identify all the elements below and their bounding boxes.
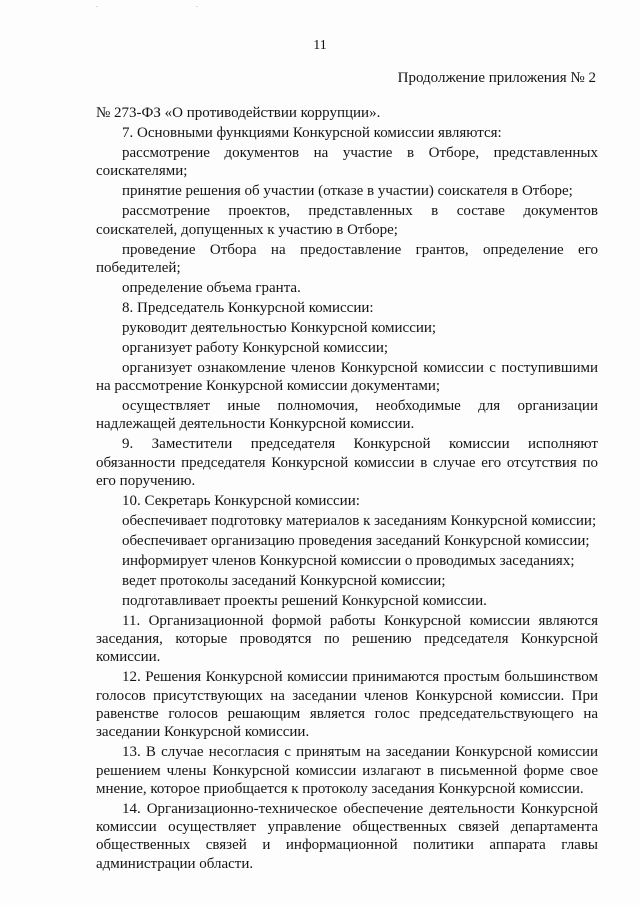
paragraph-8-heading: 8. Председатель Конкурсной комиссии: xyxy=(122,299,374,316)
paragraph-13: 13. В случае несогласия с принятым на заседании Конкурсной комиссии решением члены Конкурсной комиссии излагают в письменной форме свое мнение, которое приобщается к протоколу заседания Конкурсной комиссии. xyxy=(96,744,598,797)
paragraph-10-item: обеспечивает организацию проведения заседаний Конкурсной комиссии; xyxy=(122,532,590,549)
paragraph-8-item: организует ознакомление членов Конкурсной комиссии с поступившими на рассмотрение Конкурсной комиссии документами; xyxy=(96,359,598,395)
appendix-continuation-note: Продолжение приложения № 2 xyxy=(397,70,596,86)
paragraph-7-item: проведение Отбора на предоставление грантов, определение его победителей; xyxy=(96,241,598,276)
paragraph-8-item: организует работу Конкурсной комиссии; xyxy=(122,339,389,356)
paragraph-9: 9. Заместители председателя Конкурсной комиссии исполняют обязанности председателя Конкурсной комиссии в случае его отсутствия по его поручению. xyxy=(96,436,598,489)
paragraph-10-heading: 10. Секретарь Конкурсной комиссии: xyxy=(122,492,360,509)
paragraph-10-item: подготавливает проекты решений Конкурсной комиссии. xyxy=(122,592,487,609)
paragraph-12: 12. Решения Конкурсной комиссии принимаются простым большинством голосов присутствующих на заседании членов Конкурсной комиссии. При равенстве голосов решающим является голос председательствующего на заседании Конкурсной комиссии. xyxy=(96,669,598,741)
document-body xyxy=(96,104,598,875)
paragraph-8-item: осуществляет иные полномочия, необходимые для организации надлежащей деятельности Конкурсной комиссии. xyxy=(96,398,598,433)
paragraph-10-item: информирует членов Конкурсной комиссии о проводимых заседаниях; xyxy=(122,552,575,569)
scan-artifact xyxy=(96,6,98,7)
paragraph-7-item: рассмотрение проектов, представленных в составе документов соискателей, допущенных к участию в Отборе; xyxy=(96,203,598,238)
paragraph-7-item: определение объема гранта. xyxy=(122,279,301,296)
paragraph-7-item: принятие решения об участии (отказе в участии) соискателя в Отборе; xyxy=(122,183,573,200)
paragraph-7-item: рассмотрение документов на участие в Отборе, представленных соискателями; xyxy=(96,144,598,180)
page-number: 11 xyxy=(313,38,327,53)
paragraph-7-heading: 7. Основными функциями Конкурсной комиссии являются: xyxy=(122,124,502,141)
scan-artifact xyxy=(196,6,198,7)
paragraph-11: 11. Организационной формой работы Конкурсной комиссии являются заседания, которые проводятся по решению председателя Конкурсной комиссии. xyxy=(96,612,598,666)
paragraph-law-reference: № 273-ФЗ «О противодействии коррупции». xyxy=(96,105,381,121)
paragraph-10-item: обеспечивает подготовку материалов к заседаниям Конкурсной комиссии; xyxy=(122,512,597,529)
paragraph-8-item: руководит деятельностью Конкурсной комиссии; xyxy=(122,319,437,336)
paragraph-10-item: ведет протоколы заседаний Конкурсной комиссии; xyxy=(122,572,446,589)
paragraph-14: 14. Организационно-техническое обеспечение деятельности Конкурсной комиссии осуществляет управление общественных связей департамента общественных связей и информационной политики аппарата главы администрации области. xyxy=(96,800,598,872)
